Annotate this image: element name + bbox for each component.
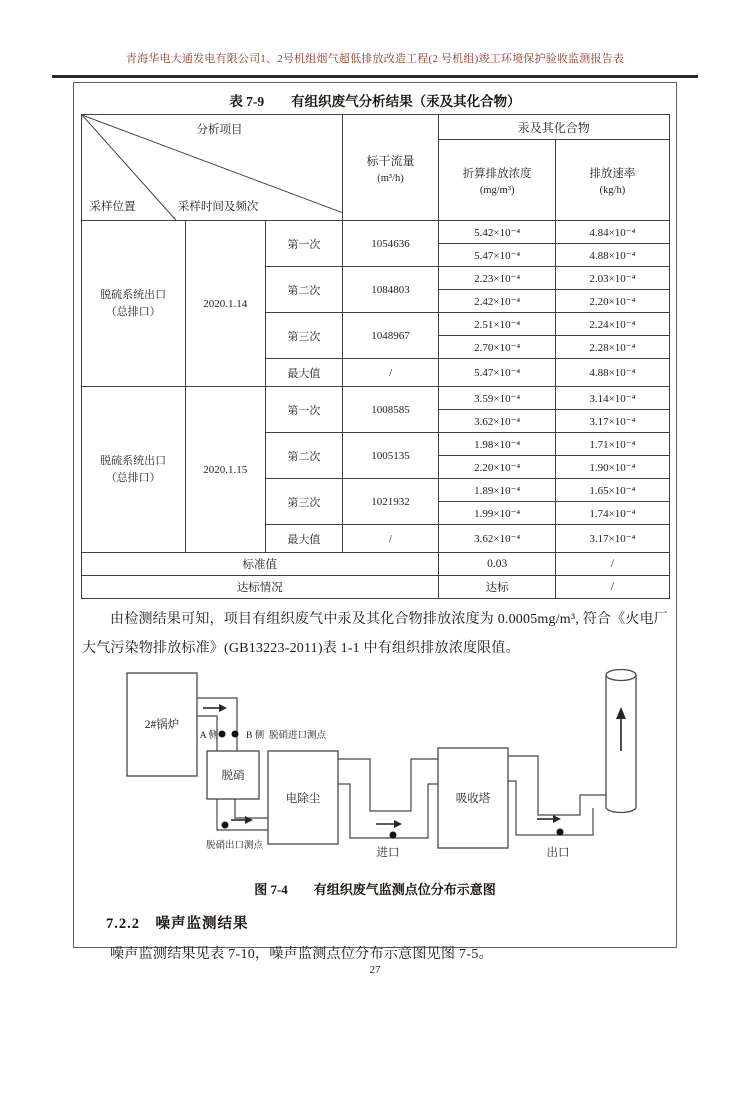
content-frame [73,82,677,962]
col-header-rate [556,140,669,221]
standard-label-cell: 标准值 [81,553,439,576]
monitoring-point-dot [232,731,239,738]
page-number: 27 [369,964,381,976]
table-row-standard [81,553,669,576]
header-rule [52,75,698,78]
table-corner-cell [81,115,342,221]
table-row [81,221,669,244]
emissions-table [81,114,670,599]
compliance-status-cell: 达标 [439,576,556,599]
report-page [0,50,750,976]
standard-rate-cell: / [556,553,669,576]
denitration-outlet-point-label: 脱硝出口测点 [206,841,264,851]
location-line2: （总排口） [105,471,161,484]
flow-value-cell: 1005135 [342,433,438,479]
corner-label-analysis-item: 分析项目 [196,124,243,136]
concentration-value-cell: 5.47×10⁻⁴ [439,244,556,267]
flow-value-cell: 1054636 [342,221,438,267]
run-label-cell: 第三次 [265,313,342,359]
rate-value-cell: 2.03×10⁻⁴ [556,267,669,290]
side-b-label: B 侧 [246,731,265,741]
max-label-cell: 最大值 [265,359,342,387]
run-label-cell: 第一次 [265,387,342,433]
sampling-location-cell [81,387,185,553]
concentration-value-cell: 5.42×10⁻⁴ [439,221,556,244]
outlet-label: 出口 [546,847,570,859]
flow-value-cell: 1008585 [342,387,438,433]
corner-label-sampling-time: 采样时间及频次 [177,201,259,213]
diagram-canvas [78,667,686,875]
run-label-cell: 第二次 [265,433,342,479]
concentration-unit: (mg/m³) [479,184,515,196]
col-header-flow [342,115,438,221]
concentration-value-cell: 2.70×10⁻⁴ [439,336,556,359]
document-header: 青海华电大通发电有限公司1、2号机组烟气超低排放改造工程(2 号机组)竣工环境保护验收监测报告表 [125,53,625,65]
table-row-compliance [81,576,669,599]
flow-arrow-icon [376,820,402,828]
max-rate-cell: 3.17×10⁻⁴ [556,525,669,553]
flow-value-cell: 1048967 [342,313,438,359]
table-title: 表 7-9 有组织废气分析结果（汞及其化合物） [229,94,521,109]
boiler-label: 2#锅炉 [144,719,180,731]
rate-value-cell: 2.20×10⁻⁴ [556,290,669,313]
sampling-location-cell [81,221,185,387]
rate-value-cell: 2.28×10⁻⁴ [556,336,669,359]
concentration-value-cell: 2.23×10⁻⁴ [439,267,556,290]
sampling-date-cell: 2020.1.14 [185,221,265,387]
rate-unit: (kg/h) [599,184,626,196]
monitoring-point-dot [219,731,226,738]
monitoring-point-dot [557,829,564,836]
esp-label: 电除尘 [285,793,321,805]
concentration-label: 折算排放浓度 [462,167,532,180]
max-flow-cell: / [342,525,438,553]
concentration-value-cell: 3.62×10⁻⁴ [439,410,556,433]
analysis-paragraph: 由检测结果可知，项目有组织废气中汞及其化合物排放浓度为 0.0005mg/m³, 符合《火电厂大气污染物排放标准》(GB13223-2011)表 1-1 中有组织排放浓度限值。 [82,612,668,656]
standard-concentration-cell: 0.03 [439,553,556,576]
concentration-value-cell: 1.98×10⁻⁴ [439,433,556,456]
compliance-label-cell: 达标情况 [81,576,439,599]
flow-value-cell: 1084803 [342,267,438,313]
max-concentration-cell: 3.62×10⁻⁴ [439,525,556,553]
max-rate-cell: 4.88×10⁻⁴ [556,359,669,387]
col-header-concentration [439,140,556,221]
max-concentration-cell: 5.47×10⁻⁴ [439,359,556,387]
table-row [81,387,669,410]
concentration-value-cell: 1.99×10⁻⁴ [439,502,556,525]
flow-value-cell: 1021932 [342,479,438,525]
max-flow-cell: / [342,359,438,387]
location-line1: 脱硫系统出口 [100,288,167,301]
flow-arrow-icon [231,816,253,824]
sampling-date-cell: 2020.1.15 [185,387,265,553]
denitration-label: 脱硝 [221,770,245,782]
section-heading: 7.2.2 噪声监测结果 [106,916,249,932]
rate-value-cell: 1.71×10⁻⁴ [556,433,669,456]
concentration-value-cell: 2.20×10⁻⁴ [439,456,556,479]
section-body-text: 噪声监测结果见表 7-10，噪声监测点位分布示意图见图 7-5。 [110,947,493,962]
absorption-tower-label: 吸收塔 [455,793,491,805]
concentration-value-cell: 1.89×10⁻⁴ [439,479,556,502]
run-label-cell: 第三次 [265,479,342,525]
flow-arrow-icon [203,704,227,712]
flow-unit: (m³/h) [377,172,404,184]
monitoring-point-dot [222,822,229,829]
max-label-cell: 最大值 [265,525,342,553]
flow-arrow-icon [537,815,561,823]
rate-value-cell: 4.88×10⁻⁴ [556,244,669,267]
denitration-inlet-point-label: 脱硝进口测点 [269,731,327,741]
rate-value-cell: 1.65×10⁻⁴ [556,479,669,502]
stack-top [606,670,636,681]
rate-value-cell: 4.84×10⁻⁴ [556,221,669,244]
run-label-cell: 第一次 [265,221,342,267]
col-header-mercury-group: 汞及其化合物 [439,115,669,140]
side-a-label: A 侧 [199,731,218,741]
rate-value-cell: 2.24×10⁻⁴ [556,313,669,336]
rate-value-cell: 3.14×10⁻⁴ [556,387,669,410]
rate-label: 排放速率 [589,167,636,180]
figure-caption: 图 7-4 有组织废气监测点位分布示意图 [254,882,496,897]
compliance-rate-cell: / [556,576,669,599]
rate-value-cell: 3.17×10⁻⁴ [556,410,669,433]
monitoring-point-dot [390,832,397,839]
inlet-label: 进口 [376,847,400,859]
rate-value-cell: 1.74×10⁻⁴ [556,502,669,525]
concentration-value-cell: 2.42×10⁻⁴ [439,290,556,313]
flow-label: 标干流量 [366,153,415,168]
concentration-value-cell: 2.51×10⁻⁴ [439,313,556,336]
run-label-cell: 第二次 [265,267,342,313]
rate-value-cell: 1.90×10⁻⁴ [556,456,669,479]
location-line1: 脱硫系统出口 [100,454,167,467]
location-line2: （总排口） [105,305,161,318]
monitoring-points-diagram [80,667,670,875]
corner-label-sampling-location: 采样位置 [89,201,136,213]
concentration-value-cell: 3.59×10⁻⁴ [439,387,556,410]
